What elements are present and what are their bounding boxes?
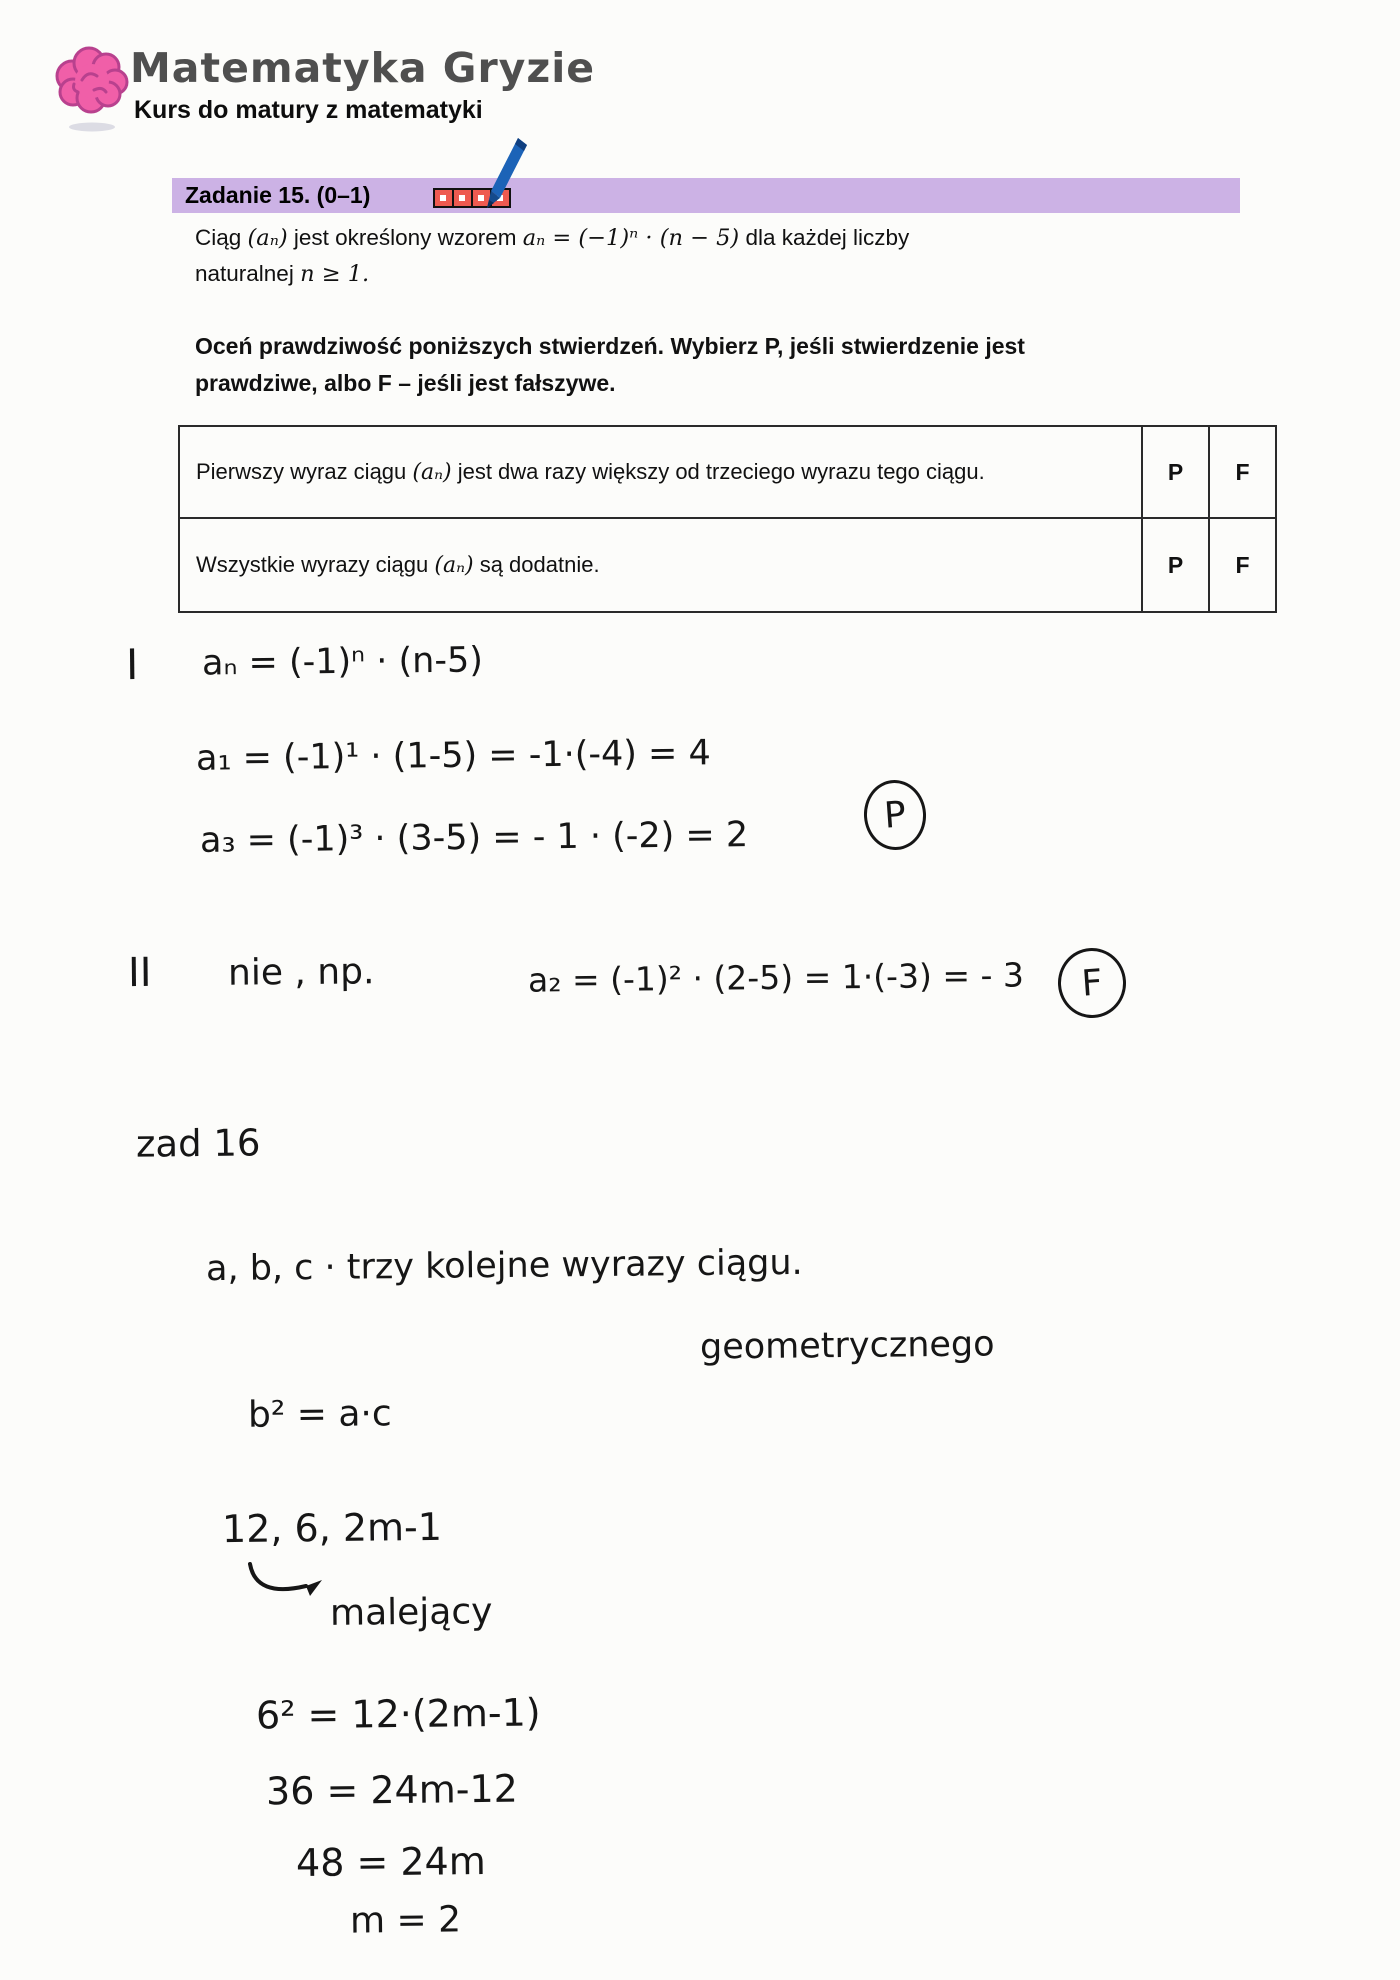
hw-part1-calc2: a₃ = (-1)³ · (3-5) = - 1 · (-2) = 2 [199, 815, 749, 861]
f-cell[interactable]: F [1209, 426, 1276, 518]
hw-task16-definition: a, b, c · trzy kolejne wyrazy ciągu. [205, 1242, 803, 1290]
statement-cell [179, 426, 1142, 518]
statement-text: są dodatnie. [473, 551, 600, 577]
problem-text-mid: jest określony wzorem [287, 225, 523, 250]
hw-task16-definition2: geometrycznego [699, 1324, 995, 1368]
condition-formula: n ≥ 1. [300, 261, 370, 287]
hw-part1-calc1: a₁ = (-1)¹ · (1-5) = -1·(-4) = 4 [195, 733, 712, 779]
hw-answer-f-circled: F [1056, 946, 1129, 1021]
hw-task16-label: zad 16 [135, 1121, 261, 1166]
hw-equation-2: 36 = 24m-12 [265, 1766, 519, 1814]
statement-text: Wszystkie wyrazy ciągu [196, 551, 435, 577]
f-cell[interactable]: F [1209, 518, 1276, 612]
table-row [179, 426, 1276, 518]
statement-text: jest dwa razy większy od trzeciego wyrazu tego ciągu. [451, 458, 985, 484]
hw-equation-1: 6² = 12·(2m-1) [255, 1690, 541, 1738]
problem-line2-text: naturalnej [195, 261, 301, 286]
statement-math: (aₙ) [412, 459, 452, 485]
hw-sequence-values: 12, 6, 2m-1 [221, 1504, 443, 1552]
statement-cell [179, 518, 1142, 612]
brand-tagline: Kurs do matury z matematyki [134, 96, 483, 124]
instruction-line2: prawdziwe, albo F – jeśli jest fałszywe. [195, 370, 616, 396]
curved-arrow-icon [244, 1556, 328, 1613]
task-header-bar [172, 178, 1240, 213]
task-title: Zadanie 15. (0–1) [185, 182, 371, 208]
hw-part2-calc: a₂ = (-1)² · (2-5) = 1·(-3) = - 3 [527, 955, 1025, 1000]
hw-answer-p-circled: P [862, 778, 929, 852]
hw-part1-formula: aₙ = (-1)ⁿ · (n-5) [201, 640, 484, 684]
statement-text: Pierwszy wyraz ciągu [196, 458, 413, 484]
p-cell[interactable]: P [1142, 518, 1209, 612]
hw-geometric-property: b² = a·c [247, 1393, 392, 1436]
problem-text [195, 220, 1095, 292]
hw-equation-3: 48 = 24m [295, 1839, 486, 1885]
table-row [179, 518, 1276, 612]
sequence-symbol: (aₙ) [247, 225, 288, 251]
problem-text-before: Ciąg [195, 225, 248, 250]
statement-math: (aₙ) [434, 552, 474, 578]
hw-part2-text: nie , np. [227, 951, 375, 994]
true-false-table [178, 425, 1277, 613]
hw-part1-label: I [125, 639, 139, 690]
problem-text-after: dla każdej liczby [739, 225, 910, 250]
brain-icon [44, 34, 140, 139]
p-cell[interactable]: P [1142, 426, 1209, 518]
hw-decreasing-note: malejący [329, 1591, 493, 1634]
hw-part2-label: II [127, 949, 152, 997]
sequence-formula: aₙ = (−1)ⁿ · (n − 5) [522, 225, 740, 251]
brand-title: Matematyka Gryzie [130, 44, 596, 92]
pen-icon [484, 136, 530, 225]
hw-result: m = 2 [349, 1899, 462, 1942]
instruction-text [195, 328, 1115, 402]
instruction-line1: Oceń prawdziwość poniższych stwierdzeń. Wybierz P, jeśli stwierdzenie jest [195, 333, 1025, 359]
